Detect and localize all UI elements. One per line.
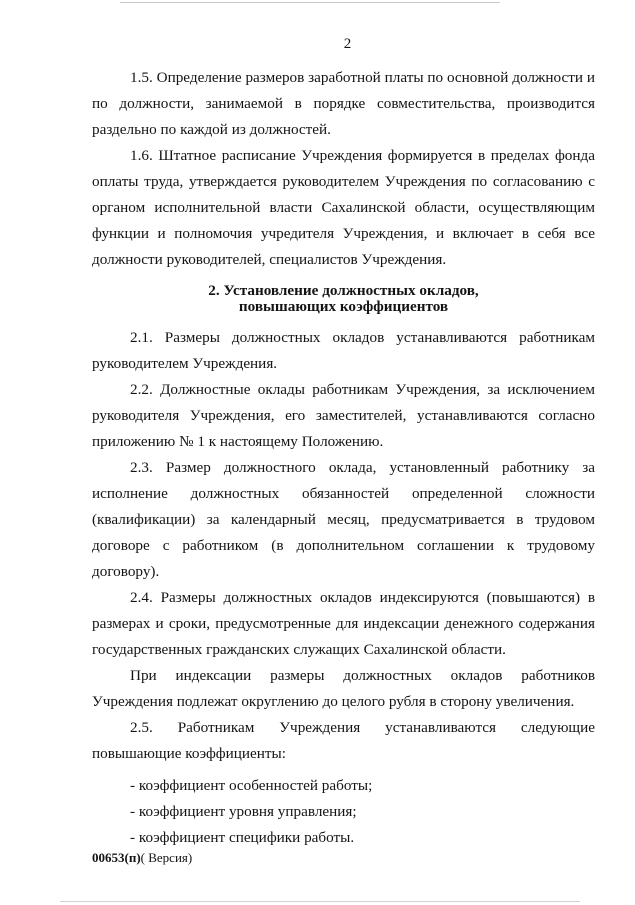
document-footer [92,850,192,866]
scan-artifact-bottom [60,901,580,902]
document-code: 00653(п) [92,850,141,865]
paragraph-1-5: 1.5. Определение размеров заработной платы по основной должности и по должности, занимаемой в порядке совместительства, производится раздельно по каждой из должностей. [92,69,595,138]
paragraph-2-4-indexation: При индексации размеры должностных окладов работников Учреждения подлежат округлению до целого рубля в сторону увеличения. [92,667,595,710]
section-2-heading-line1: 2. Установление должностных окладов, [208,282,479,299]
paragraph-2-2: 2.2. Должностные оклады работникам Учреждения, за исключением руководителя Учреждения, его заместителей, устанавливаются согласно приложению № 1 к настоящему Положению. [92,381,595,450]
section-2-heading [92,283,595,315]
scan-artifact-top [120,2,500,3]
list-item: - коэффициент уровня управления; [130,803,357,820]
paragraph-2-4: 2.4. Размеры должностных окладов индексируются (повышаются) в размерах и сроки, предусмотренные для индексации денежного содержания государственных гражданских служащих Сахалинской области. [92,589,595,658]
page-number: 2 [343,36,352,52]
list-item: - коэффициент особенностей работы; [130,777,373,794]
paragraph-2-5: 2.5. Работникам Учреждения устанавливаются следующие повышающие коэффициенты: [92,719,595,762]
section-2-heading-line2: повышающих коэффициентов [238,298,449,315]
document-version: ( Версия) [140,850,193,865]
paragraph-2-3: 2.3. Размер должностного оклада, установленный работнику за исполнение должностных обязанностей определенной сложности (квалификации) за календарный месяц, предусматривается в трудовом договоре с работником (в дополнительном соглашении к трудовому договору). [92,459,595,580]
paragraph-2-1: 2.1. Размеры должностных окладов устанавливаются работникам руководителем Учреждения. [92,329,595,372]
list-item: - коэффициент специфики работы. [130,829,355,846]
paragraph-1-6: 1.6. Штатное расписание Учреждения формируется в пределах фонда оплаты труда, утверждается руководителем Учреждения по согласованию с органом исполнительной власти Сахалинской области, осуществляющим функции и полномочия учредителя Учреждения, и включает в себя все должности руководителей, специалистов Учреждения. [92,147,595,268]
coefficient-list [92,773,595,851]
document-body [92,65,595,851]
